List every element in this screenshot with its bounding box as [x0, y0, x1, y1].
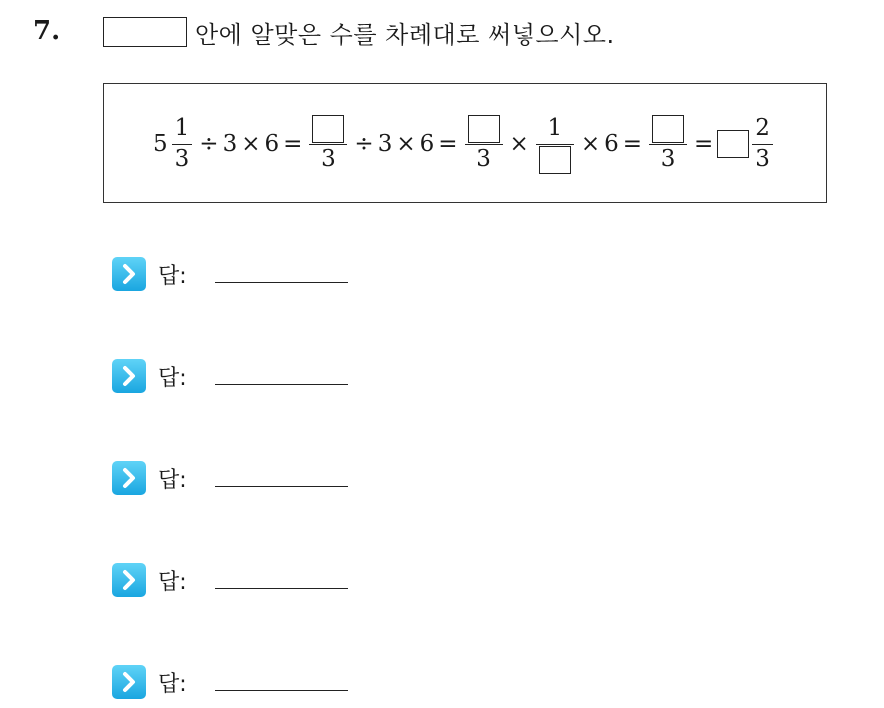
- denominator: 3: [755, 146, 770, 172]
- answer-label: 답:: [158, 569, 187, 595]
- equals-sign: =: [283, 131, 303, 157]
- answer-line[interactable]: [215, 690, 348, 691]
- numerator: 1: [174, 115, 190, 141]
- equals-sign: =: [438, 131, 458, 157]
- chevron-right-icon: [112, 563, 146, 597]
- fraction: [172, 114, 193, 175]
- denominator-blank[interactable]: [536, 145, 574, 175]
- divide-sign: ÷: [354, 131, 374, 157]
- fraction-blank-4: [649, 114, 687, 175]
- answer-row-1: [112, 254, 187, 294]
- answer-line[interactable]: [215, 588, 348, 589]
- mixed-number: [153, 114, 195, 175]
- chevron-right-icon: [112, 257, 146, 291]
- chevron-right-icon: [112, 665, 146, 699]
- blank-box-example: [103, 17, 187, 47]
- times-sign: ×: [580, 131, 601, 157]
- answer-row-2: [112, 356, 187, 396]
- fraction-blank-2: [465, 114, 503, 175]
- answer-row-4: [112, 560, 187, 600]
- fraction-blank-1: [309, 114, 347, 175]
- numerator-blank[interactable]: [309, 114, 347, 144]
- numerator: 1: [547, 115, 563, 141]
- divide-sign: ÷: [199, 131, 219, 157]
- question-text: 안에 알맞은 수를 차례대로 써넣으시오.: [195, 20, 615, 49]
- question-line: [103, 14, 615, 50]
- times-sign: ×: [509, 131, 529, 157]
- whole-part: 5: [153, 131, 168, 157]
- equation-box: [103, 83, 827, 203]
- fraction-blank-3: [536, 114, 574, 175]
- times-sign: ×: [241, 131, 261, 157]
- whole-blank[interactable]: [717, 130, 749, 158]
- number-six: 6: [419, 131, 435, 157]
- equation: [153, 108, 776, 180]
- numerator-blank[interactable]: [649, 114, 687, 144]
- number-six: 6: [264, 131, 280, 157]
- denominator: 3: [660, 146, 676, 172]
- denominator: 3: [321, 146, 336, 172]
- answer-line[interactable]: [215, 486, 348, 487]
- equals-sign: =: [622, 131, 643, 157]
- answer-row-5: [112, 662, 187, 702]
- equals-sign: =: [694, 131, 714, 157]
- answer-label: 답:: [158, 365, 187, 391]
- mixed-number-blank: [717, 114, 776, 175]
- number-three: 3: [222, 131, 238, 157]
- chevron-right-icon: [112, 461, 146, 495]
- answer-line[interactable]: [215, 384, 348, 385]
- times-sign: ×: [396, 131, 416, 157]
- fraction: [752, 114, 773, 175]
- number-three: 3: [377, 131, 393, 157]
- denominator: 3: [476, 146, 491, 172]
- number-six: 6: [604, 131, 619, 157]
- chevron-right-icon: [112, 359, 146, 393]
- answer-row-3: [112, 458, 187, 498]
- numerator: 2: [755, 115, 770, 141]
- answer-line[interactable]: [215, 282, 348, 283]
- answer-label: 답:: [158, 671, 187, 697]
- answer-label: 답:: [158, 467, 187, 493]
- numerator-blank[interactable]: [465, 114, 503, 144]
- question-number: 7.: [33, 16, 61, 46]
- denominator: 3: [174, 146, 190, 172]
- answer-label: 답:: [158, 263, 187, 289]
